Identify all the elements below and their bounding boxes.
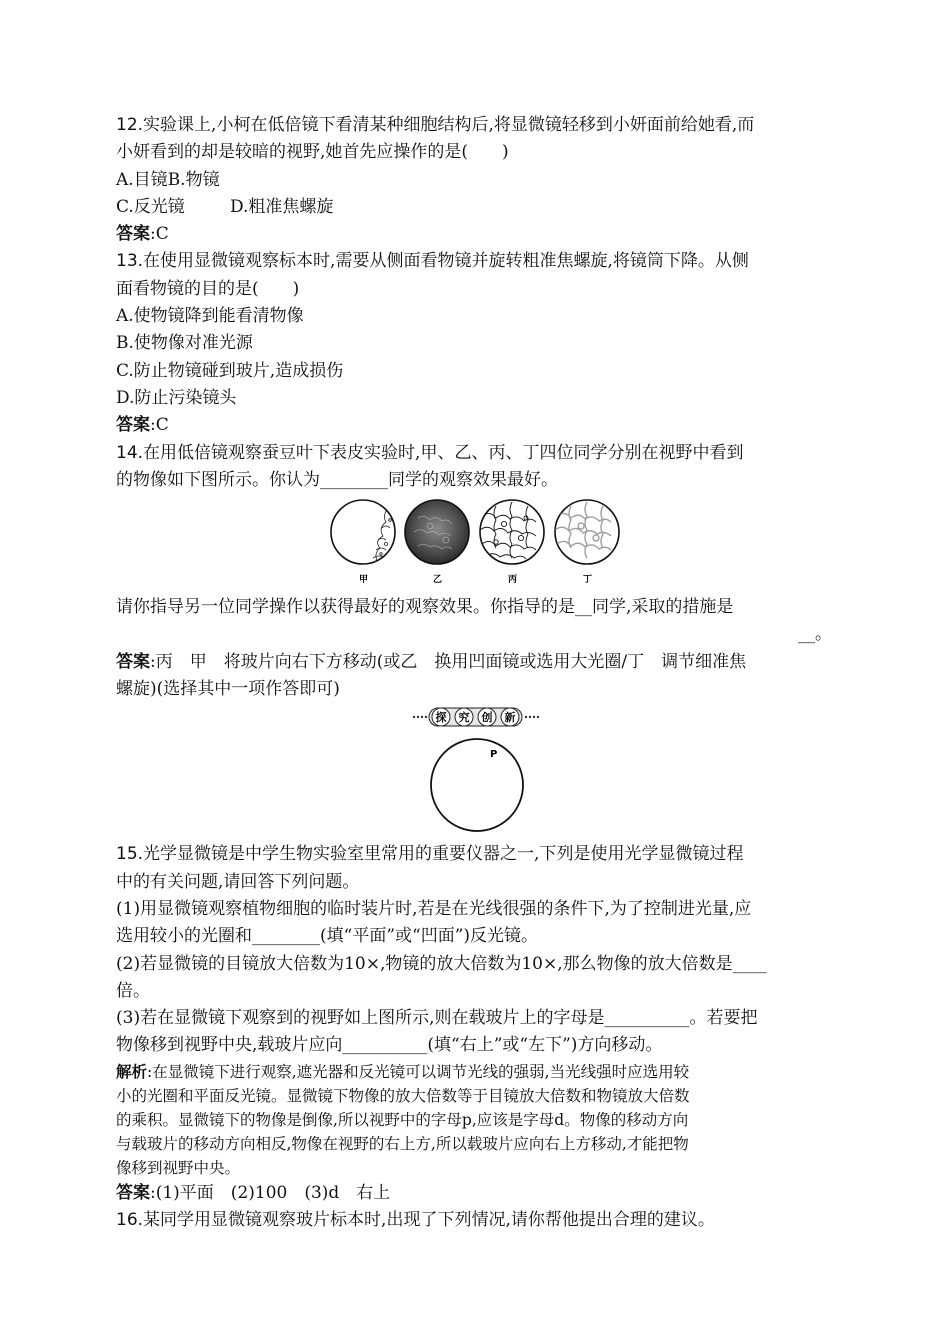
answer-text: :(1)平面 (2)100 (3)d 右上 [150,1182,391,1203]
explanation-line-4: 与载玻片的移动方向相反,物像在视野的右上方,所以载玻片应向右上方移动,才能把物 [116,1134,689,1153]
question-14-line-4: __。 [798,624,832,645]
explanation-line-5: 像移到视野中央。 [116,1158,241,1177]
option-d: D.粗准焦螺旋 [230,196,334,217]
question-12-line-1 [116,112,832,139]
label-yi: 乙 [433,575,443,586]
section-figure-svg [412,705,542,833]
option-c: C.防止物镜碰到玻片,造成损伤 [116,360,344,381]
question-text: 某同学用显微镜观察玻片标本时,出现了下列情况,请你帮他提出合理的建议。 [143,1210,715,1231]
option-d: D.防止污染镜头 [116,387,237,408]
view-bing [480,500,544,564]
label-bing: 丙 [508,575,518,586]
question-text: 实验课上,小柯在低倍镜下看清某种细胞结构后,将显微镜轻移到小妍面前给她看,而 [143,115,755,135]
banner-char-3: 创 [481,711,493,725]
question-text: 在使用显微镜观察标本时,需要从侧面看物镜并旋转粗准焦螺旋,将镜筒下降。从侧 [143,251,749,272]
question-13 [116,248,832,439]
question-text: 光学显微镜是中学生物实验室里常用的重要仪器之一,下列是使用光学显微镜过程 [143,844,744,865]
view-yi [405,500,469,564]
explanation-text: :在显微镜下进行观察,遮光器和反光镜可以调节光线的强弱,当光线强时应选用较 [147,1062,690,1081]
question-15 [116,841,832,1207]
option-b: B.物镜 [167,169,220,190]
question-16 [116,1207,832,1234]
question-14-line-3: 请你指导另一位同学操作以获得最好的观察效果。你指导的是__同学,采取的措施是 [116,597,734,618]
label-ding: 丁 [583,575,593,586]
question-13-answer [116,412,832,439]
question-14-answer-line-1 [116,649,832,676]
question-14 [116,440,832,704]
explanation-line-3: 的乘积。显微镜下的物像是倒像,所以视野中的字母p,应该是字母d。物像的移动方向 [116,1110,689,1129]
question-number: 12. [116,115,144,135]
option-b: B.使物像对准光源 [116,333,253,354]
explore-innovate-section [116,705,832,835]
question-13-line-2: 面看物镜的目的是( ) [116,278,300,299]
question-number: 13. [116,251,144,272]
question-12-answer [116,221,832,248]
question-14-line-1 [116,440,832,467]
explanation-line-1 [116,1060,832,1084]
answer-text: :丙 甲 将玻片向右下方移动(或乙 换用凹面镜或选用大光圈/丁 调节细准焦 [150,651,747,672]
answer-label: 答案 [116,1182,150,1203]
question-15-answer [116,1180,832,1207]
question-15-line-1 [116,841,832,868]
answer-label: 答案 [116,415,150,436]
label-jia: 甲 [359,575,369,586]
question-15-line-2: 中的有关问题,请回答下列问题。 [116,871,360,892]
question-number: 15. [116,844,144,865]
explanation-label: 解析 [116,1062,148,1081]
question-number: 16. [116,1210,144,1231]
question-15-part-2-line-2: 倍。 [116,980,150,1001]
question-14-answer-line-2: 螺旋)(选择其中一项作答即可) [116,679,340,700]
microscope-views-figure [116,498,832,590]
question-13-line-1 [116,248,832,275]
document-content [116,112,832,1234]
banner-char-1: 探 [435,711,447,725]
option-a: A.使物镜降到能看清物像 [116,306,304,327]
question-15-part-1-line-2: 选用较小的光圈和________(填“平面”或“凹面”)反光镜。 [116,926,539,947]
question-12 [116,112,832,248]
letter-p: P [490,749,498,761]
question-16-line-1 [116,1207,832,1234]
view-jia [331,500,395,564]
question-14-line-2: 的物像如下图所示。你认为________同学的观察效果最好。 [116,469,558,490]
view-ding [555,500,619,564]
question-text: 在用低倍镜观察蚕豆叶下表皮实验时,甲、乙、丙、丁四位同学分别在视野中看到 [143,442,744,463]
answer-label: 答案 [116,651,150,672]
banner-char-2: 究 [458,711,470,725]
question-15-part-2-line-1: (2)若显微镜的目镜放大倍数为10×,物镜的放大倍数为10×,那么物像的放大倍数是____ [116,953,767,974]
option-a: A.目镜 [116,169,168,190]
banner-char-4: 新 [504,711,516,725]
question-15-part-3-line-2: 物像移到视野中央,载玻片应向__________(填“右上”或“左下”)方向移动。 [116,1035,663,1056]
answer-text: :C [150,415,169,436]
option-c: C.反光镜 [116,196,185,217]
question-12-options-ab [116,167,832,194]
question-12-options-cd [116,194,832,221]
microscope-views-svg [326,498,626,588]
section-banner [413,708,539,726]
question-12-line-2: 小妍看到的却是较暗的视野,她首先应操作的是( ) [116,142,509,163]
explanation-line-2: 小的光圈和平面反光镜。显微镜下物像的放大倍数等于目镜放大倍数和物镜放大倍数 [116,1086,690,1105]
question-number: 14. [116,442,144,463]
answer-text: :C [150,224,169,245]
question-15-part-1-line-1: (1)用显微镜观察植物细胞的临时装片时,若是在光线很强的条件下,为了控制进光量,应 [116,898,752,919]
question-15-part-3-line-1: (3)若在显微镜下观察到的视野如上图所示,则在载玻片上的字母是__________。若要把 [116,1008,758,1029]
field-of-view-circle [431,739,523,831]
answer-label: 答案 [116,224,150,245]
